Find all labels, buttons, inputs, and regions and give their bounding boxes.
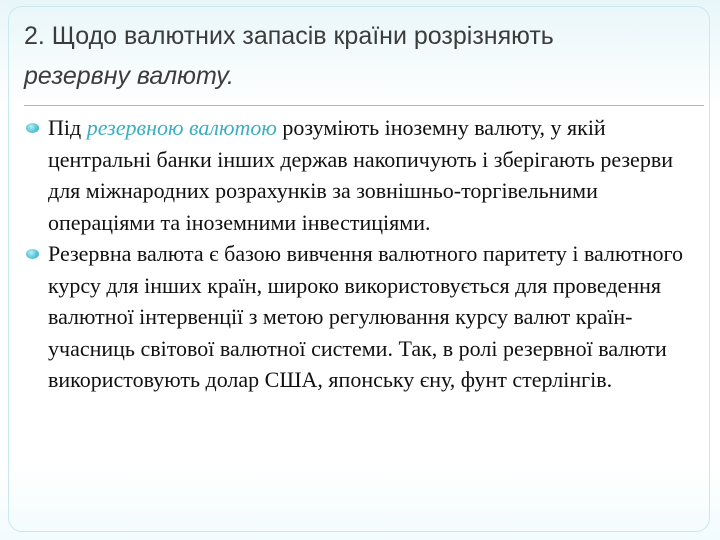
- bullet-icon: [26, 123, 39, 133]
- slide-title: [24, 16, 704, 96]
- bullet-1-prefix: Під: [48, 115, 87, 140]
- slide-content: [24, 112, 696, 396]
- bullet-1-highlight: резервною валютою: [86, 115, 277, 140]
- bullet-item-definition: [24, 112, 696, 238]
- bullet-item-role: [24, 238, 696, 396]
- bullet-1-text: розуміють іноземну валюту, у якій центральні банки інших держав накопичують і зберігають резерви для міжнародних розрахунків за зовнішньо-торгівельними операціями та іноземними інвестиціями.: [48, 115, 673, 235]
- title-line-2: резервну валюту.: [24, 62, 234, 90]
- title-divider: [24, 105, 704, 106]
- title-line-1: 2. Щодо валютних запасів країни розрізняють: [24, 22, 554, 50]
- bullet-2-text: Резервна валюта є базою вивчення валютного паритету і валютного курсу для інших країн, широко використовується для проведення валютної інтервенції з метою регулювання курсу валют країн-учасниць світової валютної системи. Так, в ролі резервної валюти використовують долар США, японську єну, фунт стерлінгів.: [48, 241, 684, 392]
- bullet-icon: [26, 249, 39, 259]
